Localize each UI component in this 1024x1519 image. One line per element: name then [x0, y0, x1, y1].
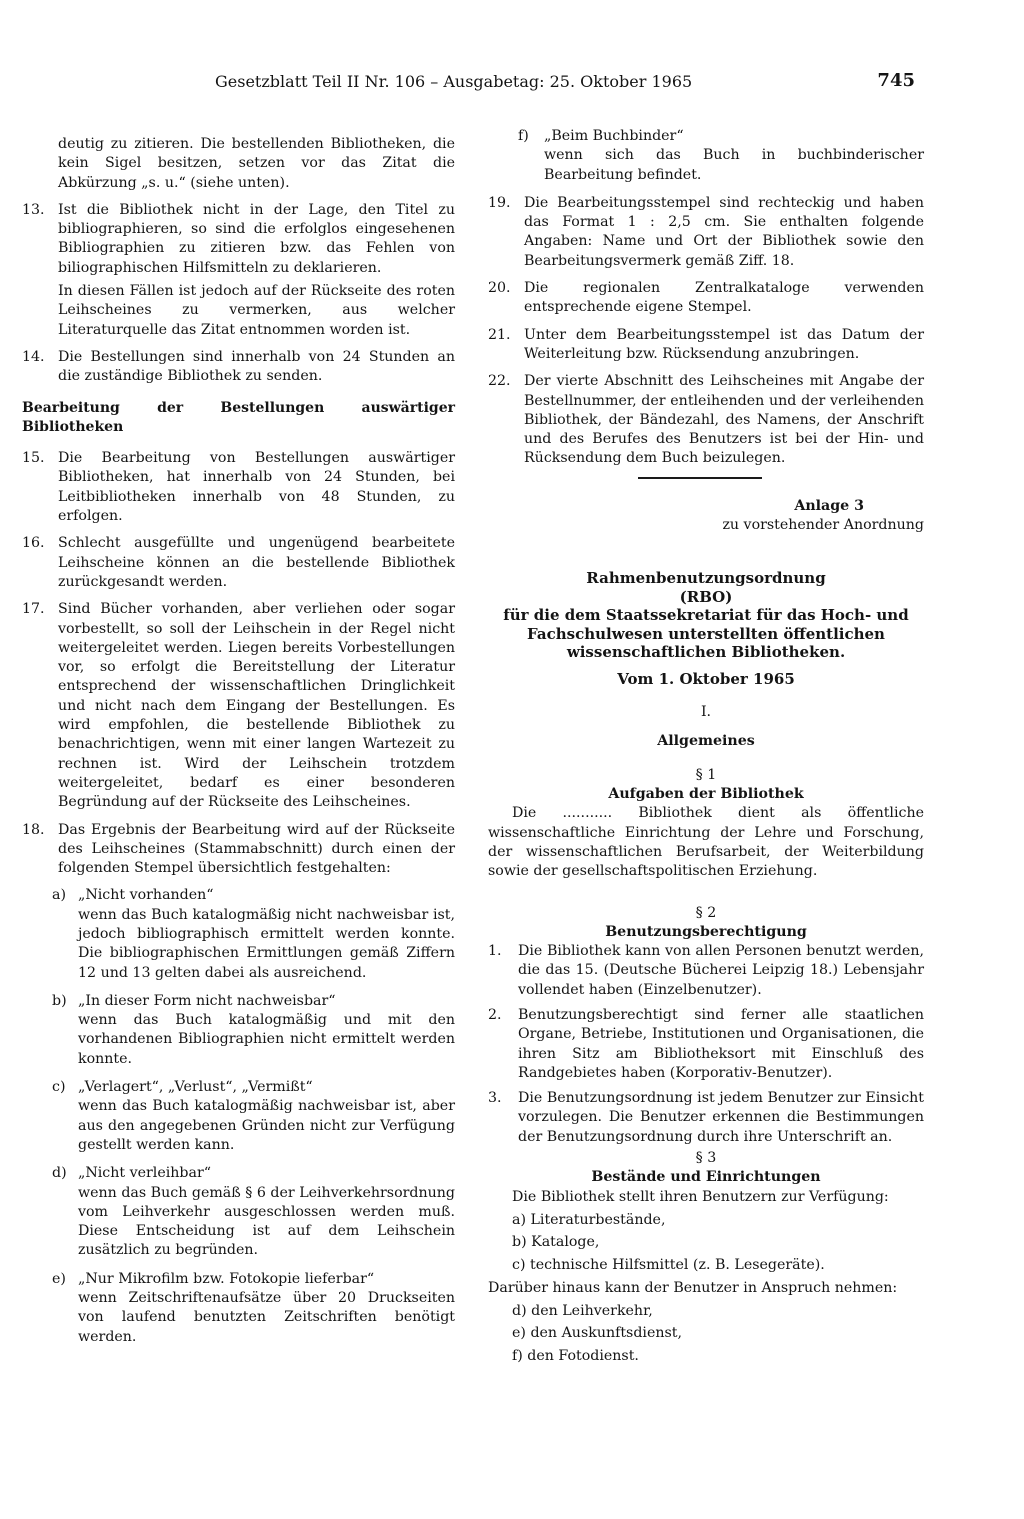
item-text: Der vierte Abschnitt des Leihscheines mit Angabe der Bestellnummer, der entleihenden und der verleihenden Bibliothek, der Bändezahl, des Namens, der Anschrift und des Berufes des Benutzers ist bei der Hin- und Rücksendung dem Buch beizulegen. — [524, 373, 924, 467]
rbo-title-line: Rahmenbenutzungsordnung — [586, 569, 826, 588]
intro-paragraph: deutig zu zitieren. Die bestellenden Bibliotheken, die kein Sigel besitzen, setzen vor das Zitat die Abkürzung „s. u.“ (siehe unten). — [58, 136, 455, 191]
stamp-label: „Beim Buchbinder“ — [544, 128, 684, 144]
paragraph-sign: § 1 — [695, 766, 717, 783]
stamp-label: „Verlagert“, „Verlust“, „Vermißt“ — [78, 1079, 313, 1096]
item-text: Unter dem Bearbeitungsstempel ist das Datum der Weiterleitung bzw. Rücksendung anzubringen. — [524, 326, 924, 362]
item-20 — [488, 279, 924, 318]
stamp-letter: e) — [52, 1270, 66, 1287]
rbo-title-line: Fachschulwesen unterstellten öffentlichen — [527, 624, 885, 643]
item-16 — [22, 534, 455, 592]
stamp-letter: d) — [52, 1165, 67, 1182]
item-number: 18. — [22, 821, 45, 838]
paragraph-text: Darüber hinaus kann der Benutzer in Anspruch nehmen: — [488, 1279, 898, 1296]
item-text: Die Bearbeitung von Bestellungen auswärtiger Bibliotheken, hat innerhalb von 24 Stunden, bei Leitbibliotheken innerhalb von 48 Stunden, zu erfolgen. — [58, 450, 455, 525]
item-number: 22. — [488, 373, 511, 390]
item-text: Die regionalen Zentralkataloge verwenden entsprechende eigene Stempel. — [524, 280, 924, 316]
rbo-title-line: für die dem Staatssekretariat für das Hoch- und — [503, 606, 909, 625]
item-text: Benutzungsberechtigt sind ferner alle staatlichen Organe, Betriebe, Institutionen und Organisationen, die ihren Sitz am Bibliotheksort mit Einschluß des Randgebietes haben (Korporativ-Benutzer). — [518, 1007, 924, 1081]
ordinance-date: Vom 1. Oktober 1965 — [617, 669, 795, 688]
item-18 — [22, 821, 455, 879]
section-number: I. — [700, 704, 712, 721]
stamp-label: „In dieser Form nicht nachweisbar“ — [78, 992, 336, 1009]
item-14 — [22, 348, 455, 387]
item-number: 1. — [488, 943, 502, 960]
stamp-entry — [22, 1078, 455, 1155]
item-text-continued: In diesen Fällen ist jedoch auf der Rückseite des roten Leihscheines zu vermerken, aus welcher Literaturquelle das Zitat entnommen worden ist. — [58, 283, 455, 338]
item-number: 21. — [488, 326, 511, 343]
item-text: Die Bearbeitungsstempel sind rechteckig und haben das Format 1 : 2,5 cm. Sie enthalten folgende Angaben: Name und Ort der Bibliothek sowie den Bearbeitungsvermerk gemäß Ziff. 18. — [524, 194, 924, 269]
paragraph-title: Bestände und Einrichtungen — [591, 1169, 821, 1186]
right-column — [488, 127, 924, 1369]
section-heading: Allgemeines — [657, 733, 755, 750]
item-15 — [22, 449, 455, 526]
item-text: Die Bestellungen sind innerhalb von 24 Stunden an die zuständige Bibliothek zu senden. — [58, 348, 455, 385]
item-19 — [488, 194, 924, 271]
stamp-body: wenn Zeitschriftenaufsätze über 20 Druckseiten von laufend benutzten Zeitschriften benötigt werden. — [78, 1290, 455, 1345]
item-text: Das Ergebnis der Bearbeitung wird auf der Rückseite des Leihscheines (Stammabschnitt) durch einen der folgenden Stempel übersichtlich festgehalten: — [58, 821, 455, 877]
item-text: Ist die Bibliothek nicht in der Lage, den Titel zu bibliographieren, so sind die erfolglos eingesehenen Bibliographien zu zitieren bzw. das Fehlen von biliographischen Hilfsmitteln zu deklarieren. — [58, 201, 455, 276]
list-item: d) den Leihverkehr, — [512, 1303, 653, 1320]
item-number: 14. — [22, 348, 45, 365]
stamp-entry — [488, 127, 924, 185]
section-heading: Bearbeitung der Bestellungen auswärtiger Bibliotheken — [22, 399, 455, 435]
stamp-entry — [22, 886, 455, 982]
divider-rule — [638, 477, 762, 479]
stamp-letter: a) — [52, 887, 66, 904]
item-number: 17. — [22, 601, 45, 618]
stamp-entry — [22, 992, 455, 1069]
item-number: 19. — [488, 194, 511, 211]
list-item: a) Literaturbestände, — [512, 1211, 666, 1228]
header-title: Gesetzblatt Teil II Nr. 106 – Ausgabetag: 25. Oktober 1965 — [215, 72, 693, 91]
paragraph-title: Benutzungsberechtigung — [605, 923, 807, 940]
page-number: 745 — [877, 70, 915, 91]
stamp-body: wenn das Buch katalogmäßig nicht nachweisbar ist, jedoch bibliographisch ermittelt werden konnte. Die bibliographischen Ermittlungen gemäß Ziffern 12 und 13 gelten dabei als ausreichend. — [78, 906, 455, 981]
item-number: 16. — [22, 535, 45, 552]
stamp-body: wenn sich das Buch in buchbinderischer Bearbeitung befindet. — [544, 147, 924, 183]
list-item: b) Kataloge, — [512, 1234, 600, 1251]
stamp-letter: f) — [518, 128, 529, 144]
rbo-title-block — [488, 569, 924, 662]
stamp-letter: b) — [52, 992, 67, 1009]
paragraph-title: Aufgaben der Bibliothek — [608, 786, 804, 803]
rbo-title-line: wissenschaftlichen Bibliotheken. — [566, 643, 846, 662]
stamp-entry — [22, 1270, 455, 1347]
stamp-body: wenn das Buch gemäß § 6 der Leihverkehrsordnung vom Leihverkehr ausgeschlossen werden muß. Diese Entscheidung ist auf dem Leihschein zusätzlich zu begründen. — [78, 1184, 455, 1259]
item-21 — [488, 326, 924, 365]
paragraph-sign: § 3 — [695, 1150, 717, 1167]
stamp-label: „Nur Mikrofilm bzw. Fotokopie lieferbar“ — [78, 1270, 375, 1287]
item-text: Die Benutzungsordnung ist jedem Benutzer zur Einsicht vorzulegen. Die Benutzer erkennen die Bestimmungen der Benutzungsordnung durch ihre Unterschrift an. — [518, 1090, 924, 1145]
stamp-body: wenn das Buch katalogmäßig und mit den vorhandenen Bibliographien nicht ermittelt werden konnte. — [78, 1012, 455, 1067]
stamp-body: wenn das Buch katalogmäßig nachweisbar ist, aber aus den angegebenen Gründen nicht zur Verfügung gestellt werden kann. — [78, 1098, 455, 1153]
rbo-title-line: (RBO) — [679, 587, 733, 606]
stamp-label: „Nicht vorhanden“ — [78, 887, 214, 904]
item-13 — [22, 201, 455, 340]
item-17 — [22, 600, 455, 812]
stamp-label: „Nicht verleihbar“ — [78, 1165, 211, 1182]
list-item — [488, 1089, 924, 1147]
item-number: 2. — [488, 1007, 502, 1023]
stamp-entry — [22, 1164, 455, 1260]
annex-subtitle: zu vorstehender Anordnung — [722, 517, 924, 534]
list-item — [488, 942, 924, 1000]
paragraph-text: Die ........... Bibliothek dient als öffentliche wissenschaftliche Einrichtung der Lehre und Forschung, der wissenschaftlichen Berufsarbeit, der Weiterbildung sowie der gesellschaftspolitischen Erziehung. — [488, 805, 924, 880]
paragraph-sign: § 2 — [695, 904, 717, 921]
item-text: Sind Bücher vorhanden, aber verliehen oder sogar vorbestellt, so soll der Leihschein in der Regel nicht weitergeleitet werden. Liegen bereits Vorbestellungen vor, so erfolgt die Bereitstellung der Literatur entsprechend der wissenschaftlichen Dringlichkeit und nicht nach dem Eingang der Bestellungen. Es wird empfohlen, die bestellende Bibliothek zu benachrichtigen, wenn mit einer langen Wartezeit zu rechnen ist. Wird der Leihschein trotzdem weitergeleitet, bedarf es einer besonderen Begründung auf der Rückseite des Leihscheines. — [58, 601, 455, 811]
item-text: Schlecht ausgefüllte und ungenügend bearbeitete Leihscheine können an die bestellende Bibliothek zurückgesandt werden. — [58, 535, 455, 590]
page-header — [215, 72, 915, 100]
paragraph-text: Die Bibliothek stellt ihren Benutzern zur Verfügung: — [512, 1188, 889, 1205]
list-item: e) den Auskunftsdienst, — [512, 1325, 682, 1342]
item-22 — [488, 372, 924, 468]
left-column — [22, 135, 455, 1356]
item-text: Die Bibliothek kann von allen Personen benutzt werden, die das 15. (Deutsche Bücherei Leipzig 18.) Lebensjahr vollendet haben (Einzelbenutzer). — [518, 943, 924, 998]
item-number: 13. — [22, 201, 45, 218]
list-item: f) den Fotodienst. — [512, 1347, 639, 1364]
item-number: 15. — [22, 450, 45, 467]
annex-title: Anlage 3 — [794, 497, 864, 514]
list-item: c) technische Hilfsmittel (z. B. Lesegeräte). — [512, 1256, 825, 1273]
item-number: 3. — [488, 1090, 502, 1107]
list-item — [488, 1006, 924, 1083]
stamp-letter: c) — [52, 1079, 66, 1096]
item-number: 20. — [488, 280, 511, 297]
